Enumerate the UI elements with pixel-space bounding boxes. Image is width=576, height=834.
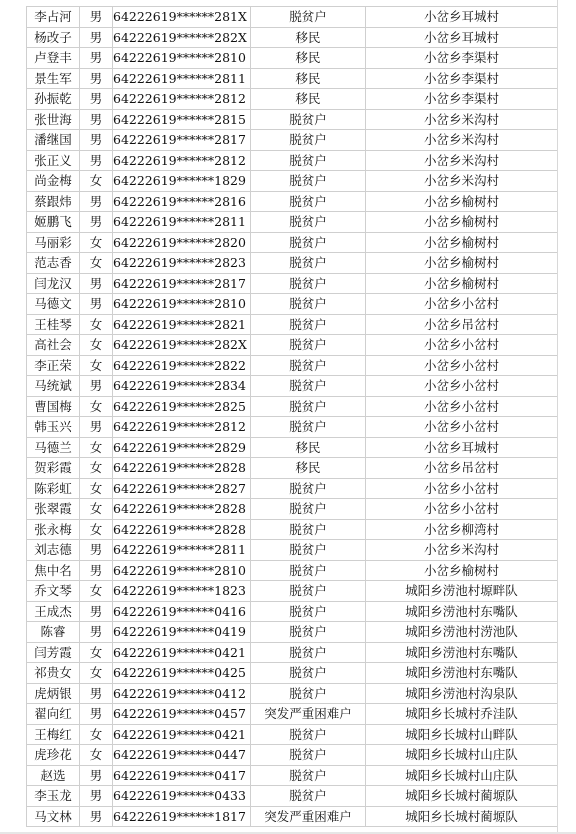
village-cell[interactable]: 城阳乡涝池村东嘴队 [366, 601, 558, 622]
village-cell[interactable]: 小岔乡小岔村 [366, 294, 558, 315]
table-row [27, 499, 558, 520]
village-cell[interactable]: 小岔乡榆树村 [366, 560, 558, 581]
household-type-cell[interactable]: 脱贫户 [251, 191, 366, 212]
name-cell[interactable]: 卢登丰 [27, 48, 80, 69]
household-type-cell[interactable]: 移民 [251, 27, 366, 48]
name-cell[interactable]: 李正荣 [27, 355, 80, 376]
household-type-cell[interactable]: 脱贫户 [251, 765, 366, 786]
village-cell[interactable]: 小岔乡李渠村 [366, 89, 558, 110]
gender-cell[interactable]: 男 [80, 540, 113, 561]
name-cell[interactable]: 王梅红 [27, 724, 80, 745]
gender-cell[interactable]: 女 [80, 253, 113, 274]
id-number-cell[interactable]: 64222619******0419 [113, 622, 251, 643]
table-row [27, 89, 558, 110]
id-number-cell[interactable]: 64222619******2812 [113, 417, 251, 438]
name-cell[interactable]: 祁贵女 [27, 663, 80, 684]
id-number-cell[interactable]: 64222619******2822 [113, 355, 251, 376]
id-number-cell[interactable]: 64222619******2812 [113, 89, 251, 110]
beneficiary-table [26, 6, 558, 827]
id-number-cell[interactable]: 64222619******0412 [113, 683, 251, 704]
household-type-cell[interactable]: 脱贫户 [251, 417, 366, 438]
household-type-cell[interactable]: 脱贫户 [251, 622, 366, 643]
name-cell[interactable]: 韩玉兴 [27, 417, 80, 438]
village-cell[interactable]: 小岔乡米沟村 [366, 540, 558, 561]
id-number-cell[interactable]: 64222619******2811 [113, 540, 251, 561]
household-type-cell[interactable]: 脱贫户 [251, 683, 366, 704]
table-row [27, 642, 558, 663]
name-cell[interactable]: 李玉龙 [27, 786, 80, 807]
household-type-cell[interactable]: 脱贫户 [251, 314, 366, 335]
village-cell[interactable]: 城阳乡长城村蔺塬队 [366, 806, 558, 827]
household-type-cell[interactable]: 突发严重困难户 [251, 806, 366, 827]
household-type-cell[interactable]: 脱贫户 [251, 273, 366, 294]
gender-cell[interactable]: 男 [80, 212, 113, 233]
id-number-cell[interactable]: 64222619******0421 [113, 724, 251, 745]
id-number-cell[interactable]: 64222619******2817 [113, 273, 251, 294]
village-cell[interactable]: 城阳乡涝池村涝池队 [366, 622, 558, 643]
name-cell[interactable]: 曹国梅 [27, 396, 80, 417]
table-row [27, 314, 558, 335]
name-cell[interactable]: 张正义 [27, 150, 80, 171]
village-cell[interactable]: 城阳乡涝池村东嘴队 [366, 642, 558, 663]
table-body [27, 7, 558, 827]
table-row [27, 478, 558, 499]
household-type-cell[interactable]: 脱贫户 [251, 376, 366, 397]
table-row [27, 724, 558, 745]
household-type-cell[interactable]: 脱贫户 [251, 601, 366, 622]
household-type-cell[interactable]: 脱贫户 [251, 253, 366, 274]
table-row [27, 458, 558, 479]
id-number-cell[interactable]: 64222619******2825 [113, 396, 251, 417]
table-row [27, 253, 558, 274]
id-number-cell[interactable]: 64222619******2829 [113, 437, 251, 458]
gender-cell[interactable]: 男 [80, 130, 113, 151]
village-cell[interactable]: 小岔乡米沟村 [366, 171, 558, 192]
table-row [27, 601, 558, 622]
gender-cell[interactable]: 男 [80, 376, 113, 397]
household-type-cell[interactable]: 脱贫户 [251, 519, 366, 540]
id-number-cell[interactable]: 64222619******1829 [113, 171, 251, 192]
id-number-cell[interactable]: 64222619******2810 [113, 560, 251, 581]
id-number-cell[interactable]: 64222619******2817 [113, 130, 251, 151]
gender-cell[interactable]: 女 [80, 745, 113, 766]
household-type-cell[interactable]: 脱贫户 [251, 560, 366, 581]
id-number-cell[interactable]: 64222619******1817 [113, 806, 251, 827]
gender-cell[interactable]: 女 [80, 581, 113, 602]
table-row [27, 437, 558, 458]
gender-cell[interactable]: 男 [80, 601, 113, 622]
name-cell[interactable]: 尚金梅 [27, 171, 80, 192]
id-number-cell[interactable]: 64222619******2828 [113, 519, 251, 540]
id-number-cell[interactable]: 64222619******2815 [113, 109, 251, 130]
household-type-cell[interactable]: 脱贫户 [251, 232, 366, 253]
name-cell[interactable]: 虎炳银 [27, 683, 80, 704]
table-row [27, 68, 558, 89]
household-type-cell[interactable]: 脱贫户 [251, 294, 366, 315]
table-row [27, 396, 558, 417]
gender-cell[interactable]: 女 [80, 232, 113, 253]
table-row [27, 704, 558, 725]
village-cell[interactable]: 小岔乡米沟村 [366, 130, 558, 151]
name-cell[interactable]: 张永梅 [27, 519, 80, 540]
village-cell[interactable]: 小岔乡耳城村 [366, 7, 558, 28]
village-cell[interactable]: 小岔乡榆树村 [366, 232, 558, 253]
id-number-cell[interactable]: 64222619******282X [113, 335, 251, 356]
table-row [27, 191, 558, 212]
gender-cell[interactable]: 男 [80, 765, 113, 786]
household-type-cell[interactable]: 脱贫户 [251, 355, 366, 376]
household-type-cell[interactable]: 移民 [251, 89, 366, 110]
id-number-cell[interactable]: 64222619******2811 [113, 68, 251, 89]
id-number-cell[interactable]: 64222619******1823 [113, 581, 251, 602]
table-row [27, 294, 558, 315]
gender-cell[interactable]: 女 [80, 478, 113, 499]
name-cell[interactable]: 张翠霞 [27, 499, 80, 520]
gender-cell[interactable]: 男 [80, 273, 113, 294]
table-row [27, 109, 558, 130]
village-cell[interactable]: 城阳乡涝池村沟泉队 [366, 683, 558, 704]
id-number-cell[interactable]: 64222619******2810 [113, 48, 251, 69]
name-cell[interactable]: 张世海 [27, 109, 80, 130]
gender-cell[interactable]: 女 [80, 355, 113, 376]
name-cell[interactable]: 李占河 [27, 7, 80, 28]
household-type-cell[interactable]: 移民 [251, 437, 366, 458]
name-cell[interactable]: 马丽彩 [27, 232, 80, 253]
village-cell[interactable]: 小岔乡小岔村 [366, 376, 558, 397]
table-row [27, 232, 558, 253]
gender-cell[interactable]: 男 [80, 191, 113, 212]
village-cell[interactable]: 小岔乡榆树村 [366, 273, 558, 294]
id-number-cell[interactable]: 64222619******2827 [113, 478, 251, 499]
village-cell[interactable]: 城阳乡长城村蔺塬队 [366, 786, 558, 807]
table-row [27, 150, 558, 171]
gender-cell[interactable]: 男 [80, 68, 113, 89]
gender-cell[interactable]: 女 [80, 314, 113, 335]
household-type-cell[interactable]: 脱贫户 [251, 478, 366, 499]
name-cell[interactable]: 翟向红 [27, 704, 80, 725]
village-cell[interactable]: 小岔乡李渠村 [366, 48, 558, 69]
gender-cell[interactable]: 女 [80, 724, 113, 745]
id-number-cell[interactable]: 64222619******2821 [113, 314, 251, 335]
name-cell[interactable]: 孙振乾 [27, 89, 80, 110]
village-cell[interactable]: 小岔乡李渠村 [366, 68, 558, 89]
table-row [27, 622, 558, 643]
gender-cell[interactable]: 男 [80, 89, 113, 110]
id-number-cell[interactable]: 64222619******0425 [113, 663, 251, 684]
name-cell[interactable]: 潘继国 [27, 130, 80, 151]
id-number-cell[interactable]: 64222619******0457 [113, 704, 251, 725]
name-cell[interactable]: 姬鹏飞 [27, 212, 80, 233]
village-cell[interactable]: 小岔乡榆树村 [366, 253, 558, 274]
gender-cell[interactable]: 女 [80, 642, 113, 663]
village-cell[interactable]: 城阳乡长城村山畔队 [366, 724, 558, 745]
gender-cell[interactable]: 男 [80, 806, 113, 827]
name-cell[interactable]: 闫芳霞 [27, 642, 80, 663]
name-cell[interactable]: 马德兰 [27, 437, 80, 458]
household-type-cell[interactable]: 脱贫户 [251, 212, 366, 233]
household-type-cell[interactable]: 脱贫户 [251, 171, 366, 192]
village-cell[interactable]: 小岔乡小岔村 [366, 478, 558, 499]
table-row [27, 765, 558, 786]
village-cell[interactable]: 城阳乡长城村乔洼队 [366, 704, 558, 725]
household-type-cell[interactable]: 移民 [251, 68, 366, 89]
village-cell[interactable]: 小岔乡小岔村 [366, 396, 558, 417]
name-cell[interactable]: 王成杰 [27, 601, 80, 622]
household-type-cell[interactable]: 突发严重困难户 [251, 704, 366, 725]
name-cell[interactable]: 赵选 [27, 765, 80, 786]
village-cell[interactable]: 小岔乡小岔村 [366, 335, 558, 356]
id-number-cell[interactable]: 64222619******2834 [113, 376, 251, 397]
table-row [27, 273, 558, 294]
id-number-cell[interactable]: 64222619******2816 [113, 191, 251, 212]
table-row [27, 171, 558, 192]
village-cell[interactable]: 小岔乡米沟村 [366, 150, 558, 171]
household-type-cell[interactable]: 脱贫户 [251, 150, 366, 171]
name-cell[interactable]: 景生军 [27, 68, 80, 89]
gender-cell[interactable]: 女 [80, 519, 113, 540]
household-type-cell[interactable]: 脱贫户 [251, 335, 366, 356]
id-number-cell[interactable]: 64222619******0417 [113, 765, 251, 786]
village-cell[interactable]: 城阳乡涝池村东嘴队 [366, 663, 558, 684]
id-number-cell[interactable]: 64222619******0421 [113, 642, 251, 663]
id-number-cell[interactable]: 64222619******2812 [113, 150, 251, 171]
household-type-cell[interactable]: 脱贫户 [251, 540, 366, 561]
village-cell[interactable]: 小岔乡小岔村 [366, 499, 558, 520]
gender-cell[interactable]: 女 [80, 396, 113, 417]
gender-cell[interactable]: 女 [80, 458, 113, 479]
name-cell[interactable]: 乔文琴 [27, 581, 80, 602]
table-row [27, 335, 558, 356]
village-cell[interactable]: 城阳乡长城村山庄队 [366, 745, 558, 766]
table-row [27, 355, 558, 376]
id-number-cell[interactable]: 64222619******0447 [113, 745, 251, 766]
village-cell[interactable]: 小岔乡耳城村 [366, 27, 558, 48]
gender-cell[interactable]: 男 [80, 622, 113, 643]
gender-cell[interactable]: 女 [80, 663, 113, 684]
gender-cell[interactable]: 男 [80, 704, 113, 725]
name-cell[interactable]: 王桂琴 [27, 314, 80, 335]
gender-cell[interactable]: 男 [80, 27, 113, 48]
name-cell[interactable]: 杨改子 [27, 27, 80, 48]
name-cell[interactable]: 陈彩虹 [27, 478, 80, 499]
gender-cell[interactable]: 男 [80, 294, 113, 315]
id-number-cell[interactable]: 64222619******2811 [113, 212, 251, 233]
id-number-cell[interactable]: 64222619******2820 [113, 232, 251, 253]
table-row [27, 7, 558, 28]
village-cell[interactable]: 小岔乡耳城村 [366, 437, 558, 458]
id-number-cell[interactable]: 64222619******2810 [113, 294, 251, 315]
village-cell[interactable]: 小岔乡小岔村 [366, 355, 558, 376]
household-type-cell[interactable]: 移民 [251, 458, 366, 479]
table-row [27, 581, 558, 602]
name-cell[interactable]: 马德文 [27, 294, 80, 315]
name-cell[interactable]: 焦中名 [27, 560, 80, 581]
table-row [27, 745, 558, 766]
table-row [27, 519, 558, 540]
id-number-cell[interactable]: 64222619******282X [113, 27, 251, 48]
gender-cell[interactable]: 女 [80, 171, 113, 192]
table-row [27, 212, 558, 233]
gender-cell[interactable]: 女 [80, 499, 113, 520]
name-cell[interactable]: 马统斌 [27, 376, 80, 397]
gender-cell[interactable]: 女 [80, 335, 113, 356]
household-type-cell[interactable]: 脱贫户 [251, 396, 366, 417]
gender-cell[interactable]: 男 [80, 150, 113, 171]
village-cell[interactable]: 小岔乡柳湾村 [366, 519, 558, 540]
household-type-cell[interactable]: 脱贫户 [251, 7, 366, 28]
village-cell[interactable]: 城阳乡长城村山庄队 [366, 765, 558, 786]
id-number-cell[interactable]: 64222619******2828 [113, 499, 251, 520]
name-cell[interactable]: 范志香 [27, 253, 80, 274]
name-cell[interactable]: 虎珍花 [27, 745, 80, 766]
id-number-cell[interactable]: 64222619******0433 [113, 786, 251, 807]
household-type-cell[interactable]: 脱贫户 [251, 724, 366, 745]
table-row [27, 786, 558, 807]
village-cell[interactable]: 小岔乡小岔村 [366, 417, 558, 438]
gender-cell[interactable]: 男 [80, 7, 113, 28]
village-cell[interactable]: 小岔乡榆树村 [366, 212, 558, 233]
table-row [27, 130, 558, 151]
household-type-cell[interactable]: 移民 [251, 48, 366, 69]
name-cell[interactable]: 闫龙汉 [27, 273, 80, 294]
household-type-cell[interactable]: 脱贫户 [251, 499, 366, 520]
gender-cell[interactable]: 男 [80, 683, 113, 704]
table-row [27, 417, 558, 438]
household-type-cell[interactable]: 脱贫户 [251, 130, 366, 151]
village-cell[interactable]: 小岔乡吊岔村 [366, 314, 558, 335]
household-type-cell[interactable]: 脱贫户 [251, 745, 366, 766]
id-number-cell[interactable]: 64222619******0416 [113, 601, 251, 622]
table-row [27, 663, 558, 684]
table-row [27, 806, 558, 827]
id-number-cell[interactable]: 64222619******2828 [113, 458, 251, 479]
name-cell[interactable]: 高社会 [27, 335, 80, 356]
table-row [27, 376, 558, 397]
village-cell[interactable]: 小岔乡米沟村 [366, 109, 558, 130]
village-cell[interactable]: 小岔乡榆树村 [366, 191, 558, 212]
table-row [27, 560, 558, 581]
household-type-cell[interactable]: 脱贫户 [251, 786, 366, 807]
table-row [27, 683, 558, 704]
gender-cell[interactable]: 女 [80, 437, 113, 458]
table-row [27, 27, 558, 48]
page-right-edge [557, 0, 558, 834]
gender-cell[interactable]: 男 [80, 109, 113, 130]
village-cell[interactable]: 小岔乡吊岔村 [366, 458, 558, 479]
household-type-cell[interactable]: 脱贫户 [251, 642, 366, 663]
gender-cell[interactable]: 男 [80, 48, 113, 69]
id-number-cell[interactable]: 64222619******2823 [113, 253, 251, 274]
name-cell[interactable]: 蔡跟炜 [27, 191, 80, 212]
name-cell[interactable]: 马文林 [27, 806, 80, 827]
gender-cell[interactable]: 男 [80, 786, 113, 807]
household-type-cell[interactable]: 脱贫户 [251, 663, 366, 684]
name-cell[interactable]: 刘志德 [27, 540, 80, 561]
id-number-cell[interactable]: 64222619******281X [113, 7, 251, 28]
gender-cell[interactable]: 男 [80, 417, 113, 438]
gender-cell[interactable]: 男 [80, 560, 113, 581]
household-type-cell[interactable]: 脱贫户 [251, 581, 366, 602]
name-cell[interactable]: 陈睿 [27, 622, 80, 643]
household-type-cell[interactable]: 脱贫户 [251, 109, 366, 130]
name-cell[interactable]: 贺彩霞 [27, 458, 80, 479]
village-cell[interactable]: 城阳乡涝池村塬畔队 [366, 581, 558, 602]
table-row [27, 48, 558, 69]
table-row [27, 540, 558, 561]
